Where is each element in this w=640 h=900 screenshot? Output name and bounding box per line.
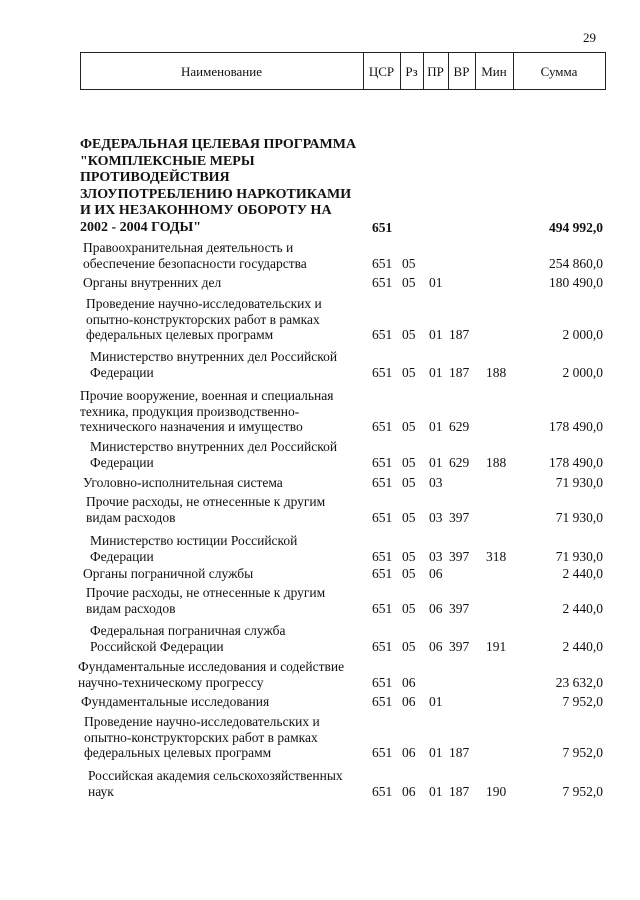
row-pr: 03 — [429, 548, 443, 564]
row-sum: 7 952,0 — [562, 694, 603, 709]
row-name — [80, 137, 356, 236]
row-pr: 01 — [429, 783, 443, 799]
row-csr: 651 — [372, 638, 393, 654]
header-divider — [605, 52, 606, 90]
row-name — [86, 585, 325, 616]
row-rz: 05 — [402, 638, 416, 654]
row-name-line: Министерство внутренних дел Российской — [90, 349, 338, 364]
row-pr: 01 — [429, 327, 443, 342]
row-name-line: Прочие вооружение, военная и специальная — [80, 388, 334, 403]
row-csr: 651 — [372, 674, 393, 690]
row-name-line: Прочие расходы, не отнесенные к другим — [86, 494, 326, 509]
row-name-line: Фундаментальные исследования — [81, 694, 270, 709]
table-header — [80, 52, 606, 90]
row-name-line: Федерации — [90, 548, 154, 564]
row-sum: 71 930,0 — [555, 509, 603, 525]
row-name — [90, 439, 337, 470]
row-pr: 01 — [429, 419, 443, 434]
row-name-line: опытно-конструкторских работ в рамках — [84, 729, 318, 745]
row-csr: 651 — [372, 419, 393, 434]
row-name-line: Федеральная пограничная служба — [90, 623, 286, 638]
row-rz: 05 — [402, 275, 416, 290]
row-name — [86, 494, 325, 525]
row-min: 188 — [486, 454, 507, 470]
page-number: 29 — [583, 30, 596, 45]
row-csr: 651 — [372, 327, 393, 342]
row-name-line: видам расходов — [86, 600, 176, 616]
row-pr: 01 — [429, 694, 443, 709]
row-name-line: Уголовно-исполнительная система — [83, 475, 283, 490]
row-rz: 05 — [402, 600, 416, 616]
row-name-line: Федерации — [90, 454, 154, 470]
row-name-line: Федерации — [90, 364, 154, 380]
row-vr: 187 — [449, 327, 470, 342]
row-name — [84, 714, 320, 761]
row-sum: 71 930,0 — [555, 548, 603, 564]
header-csr: ЦСР — [368, 64, 395, 79]
row-name — [90, 349, 337, 380]
row-rz: 05 — [402, 419, 416, 434]
row-name-line: Прочие расходы, не отнесенные к другим — [86, 585, 326, 600]
row-pr: 01 — [429, 454, 443, 470]
row-csr: 651 — [372, 509, 393, 525]
row-sum: 23 632,0 — [555, 674, 603, 690]
row-name-line: Органы внутренних дел — [83, 275, 222, 290]
row-rz: 06 — [402, 783, 416, 799]
row-sum: 494 992,0 — [549, 219, 603, 235]
header-rz: Рз — [405, 64, 418, 79]
row-name-line: Органы пограничной службы — [83, 566, 254, 581]
row-name-line: Российской Федерации — [90, 638, 224, 654]
row-name-line: "КОМПЛЕКСНЫЕ МЕРЫ — [80, 153, 255, 169]
row-name — [88, 768, 343, 799]
row-rz: 05 — [402, 509, 416, 525]
row-name-line: научно-техническому прогрессу — [78, 674, 264, 690]
row-sum: 180 490,0 — [549, 275, 603, 290]
header-vr: ВР — [453, 64, 470, 79]
row-csr: 651 — [372, 783, 393, 799]
row-csr: 651 — [372, 255, 393, 271]
row-name-line: ФЕДЕРАЛЬНАЯ ЦЕЛЕВАЯ ПРОГРАММА — [80, 137, 357, 152]
row-name-line: ПРОТИВОДЕЙСТВИЯ — [80, 170, 230, 185]
row-vr: 629 — [449, 454, 470, 470]
row-min: 190 — [486, 783, 507, 799]
row-sum: 7 952,0 — [562, 783, 603, 799]
row-rz: 05 — [402, 548, 416, 564]
row-vr: 397 — [449, 509, 470, 525]
row-sum: 7 952,0 — [562, 745, 603, 760]
row-sum: 2 000,0 — [562, 364, 603, 380]
row-sum: 178 490,0 — [549, 454, 603, 470]
row-min: 188 — [486, 364, 507, 380]
row-vr: 397 — [449, 548, 470, 564]
row-rz: 05 — [402, 327, 416, 342]
row-name-line: Министерство внутренних дел Российской — [90, 439, 338, 454]
row-rz: 06 — [402, 745, 416, 760]
row-csr: 651 — [372, 548, 393, 564]
row-name-line: технического назначения и имущество — [80, 419, 303, 434]
row-sum: 2 440,0 — [562, 638, 603, 654]
row-rz: 06 — [402, 674, 416, 690]
row-pr: 03 — [429, 475, 443, 490]
row-name — [81, 694, 269, 710]
row-name-line: наук — [88, 783, 114, 799]
row-name-line: Фундаментальные исследования и содействие — [78, 659, 345, 674]
row-pr: 03 — [429, 509, 443, 525]
row-vr: 187 — [449, 745, 470, 760]
row-pr: 01 — [429, 364, 443, 380]
row-name-line: Проведение научно-исследовательских и — [86, 296, 322, 311]
row-name — [83, 475, 283, 491]
row-vr: 397 — [449, 600, 470, 616]
row-vr: 187 — [449, 783, 470, 799]
row-name-line: Российская академия сельскохозяйственных — [88, 768, 343, 783]
header-sum: Сумма — [540, 64, 578, 79]
row-name-line: обеспечение безопасности государства — [83, 255, 307, 271]
row-csr: 651 — [372, 600, 393, 616]
row-csr: 651 — [372, 219, 393, 235]
row-rz: 06 — [402, 694, 416, 709]
header-bottom-rule — [80, 89, 606, 90]
row-name — [90, 533, 297, 564]
row-name-line: техника, продукция производственно- — [80, 403, 300, 419]
row-min: 191 — [486, 638, 507, 654]
row-pr: 06 — [429, 600, 443, 616]
row-name-line: Проведение научно-исследовательских и — [84, 714, 320, 729]
row-csr: 651 — [372, 694, 393, 709]
row-name-line: федеральных целевых программ — [86, 327, 274, 342]
row-name — [86, 296, 322, 343]
row-sum: 71 930,0 — [555, 475, 603, 490]
row-vr: 397 — [449, 638, 470, 654]
row-name-line: опытно-конструкторских работ в рамках — [86, 311, 320, 327]
row-rz: 05 — [402, 255, 416, 271]
header-name: Наименование — [181, 64, 262, 79]
row-sum: 2 000,0 — [562, 327, 603, 342]
row-vr: 187 — [449, 364, 470, 380]
row-name — [90, 623, 286, 654]
header-top-rule — [80, 52, 606, 53]
row-name — [83, 566, 253, 582]
row-csr: 651 — [372, 275, 393, 290]
row-rz: 05 — [402, 566, 416, 581]
row-name-line: ЗЛОУПОТРЕБЛЕНИЮ НАРКОТИКАМИ — [80, 186, 352, 202]
row-csr: 651 — [372, 745, 393, 760]
row-min: 318 — [486, 548, 507, 564]
row-name — [83, 275, 221, 291]
row-name-line: Правоохранительная деятельность и — [83, 240, 294, 255]
row-name-line: Министерство юстиции Российской — [90, 533, 298, 548]
row-rz: 05 — [402, 475, 416, 490]
row-name — [80, 388, 333, 435]
row-name-line: федеральных целевых программ — [84, 745, 272, 760]
row-sum: 2 440,0 — [562, 600, 603, 616]
row-name — [78, 659, 344, 690]
row-csr: 651 — [372, 475, 393, 490]
row-csr: 651 — [372, 566, 393, 581]
row-name — [83, 240, 307, 271]
row-pr: 06 — [429, 638, 443, 654]
row-pr: 06 — [429, 566, 443, 581]
row-sum: 178 490,0 — [549, 419, 603, 434]
row-vr: 629 — [449, 419, 470, 434]
header-min: Мин — [481, 64, 507, 79]
row-sum: 254 860,0 — [549, 255, 603, 271]
row-name-line: 2002 - 2004 ГОДЫ" — [80, 219, 202, 235]
row-rz: 05 — [402, 454, 416, 470]
row-name-line: видам расходов — [86, 509, 176, 525]
row-csr: 651 — [372, 454, 393, 470]
row-name-line: И ИХ НЕЗАКОННОМУ ОБОРОТУ НА — [80, 203, 332, 218]
row-sum: 2 440,0 — [562, 566, 603, 581]
row-rz: 05 — [402, 364, 416, 380]
row-csr: 651 — [372, 364, 393, 380]
row-pr: 01 — [429, 745, 443, 760]
header-pr: ПР — [427, 64, 444, 79]
row-pr: 01 — [429, 275, 443, 290]
